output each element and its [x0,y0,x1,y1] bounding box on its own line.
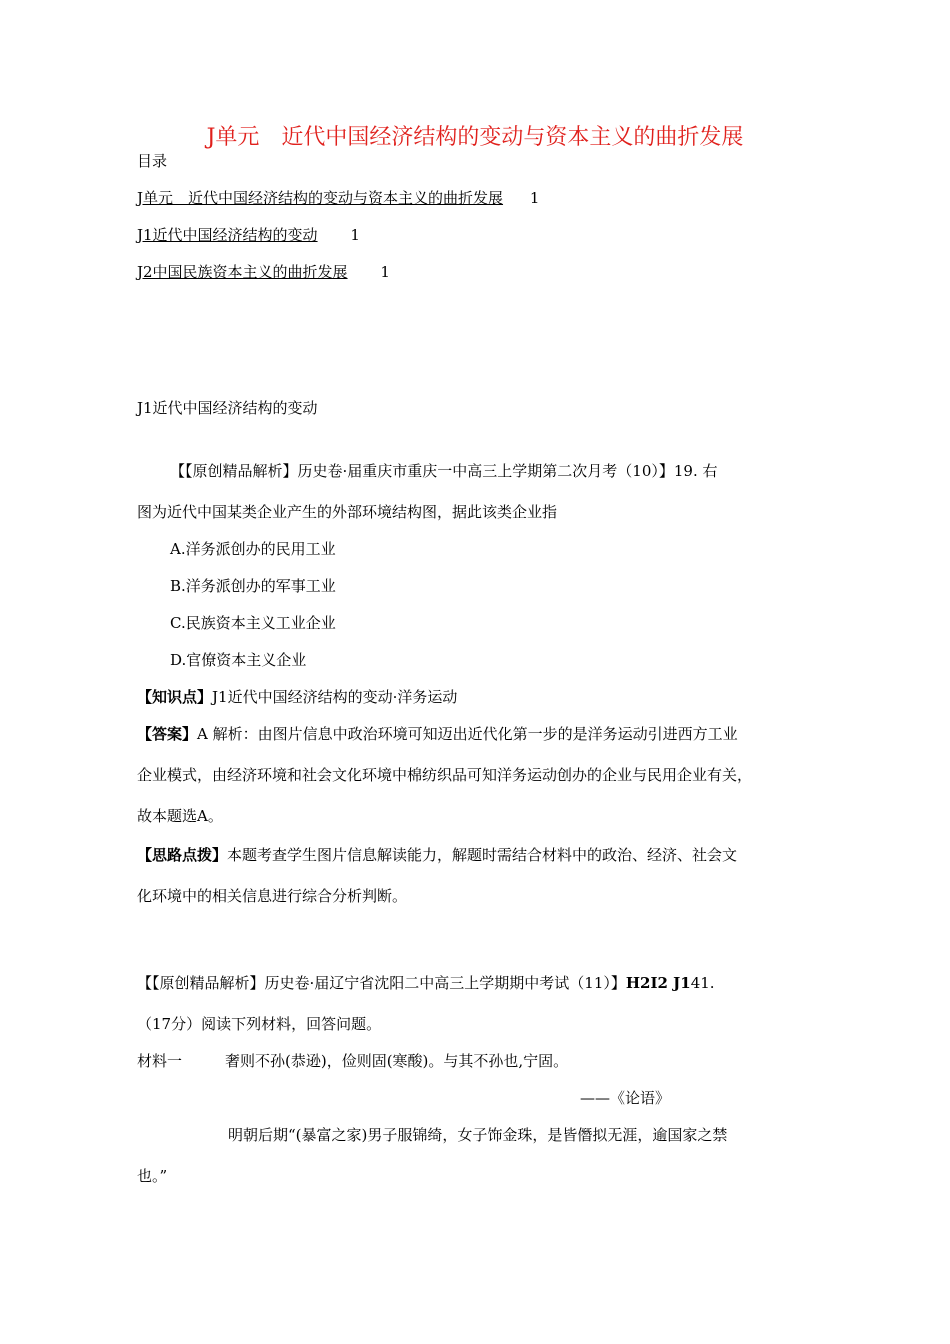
tip-text: 本题考查学生图片信息解读能力，解题时需结合材料中的政治、经济、社会文 [227,846,738,864]
quote-line2: 也。” [137,1167,168,1185]
toc-entry-page: 1 [350,226,360,244]
question2-header-line1 [137,973,715,993]
question2-prefix: 【【原创精品解析】历史卷·届辽宁省沈阳二中高三上学期期中考试（11）】 [137,974,626,992]
answer-text: A 解析：由图片信息中政治环境可知迈出近代化第一步的是洋务运动引进西方工业 [197,725,738,743]
toc-entry-label[interactable]: J1近代中国经济结构的变动 [137,226,318,244]
answer-line3: 故本题选A。 [137,807,223,825]
toc-entry-label[interactable]: J单元 近代中国经济结构的变动与资本主义的曲折发展 [137,189,504,207]
option-a: A.洋务派创办的民用工业 [170,540,336,558]
tip-tag: 【思路点拨】 [137,846,228,864]
section-heading: J1近代中国经济结构的变动 [137,399,318,417]
answer-line2: 企业模式，由经济环境和社会文化环境中棉纺织品可知洋务运动创办的企业与民用企业有关， [137,766,753,784]
knowledge-tag: 【知识点】 [137,688,213,706]
knowledge-text: J1近代中国经济结构的变动·洋务运动 [212,688,458,706]
option-c: C.民族资本主义工业企业 [170,614,336,632]
quote-line1: 明朝后期“(暴富之家)男子服锦绮，女子饰金珠，是皆僭拟无涯，逾国家之禁 [228,1126,728,1144]
material-source: ——《论语》 [580,1089,671,1107]
material-label: 材料一 [137,1052,183,1070]
toc-entry-page: 1 [529,189,540,207]
question2-number: 41. [690,974,715,992]
toc-entry-3[interactable] [137,262,390,282]
question2-header-line2: （17分）阅读下列材料，回答问题。 [137,1015,382,1033]
toc-entry-page: 1 [380,263,390,281]
question2-codes: H2I2 J1 [625,974,691,992]
question-header-line2: 图为近代中国某类企业产生的外部环境结构图，据此该类企业指 [137,503,558,521]
answer-line1 [137,724,738,744]
toc-entry-label[interactable]: J2中国民族资本主义的曲折发展 [137,263,348,281]
toc-entry-1[interactable] [137,188,539,208]
document-title: J单元 近代中国经济结构的变动与资本主义的曲折发展 [206,125,744,150]
option-d: D.官僚资本主义企业 [170,651,307,669]
tip-line1 [137,845,737,865]
answer-tag: 【答案】 [137,725,198,743]
material-text: 奢则不孙(恭逊)，俭则固(寒酸)。与其不孙也,宁固。 [225,1052,569,1070]
knowledge-point [137,687,457,707]
option-b: B.洋务派创办的军事工业 [170,577,336,595]
question-header-line1: 【【原创精品解析】历史卷·届重庆市重庆一中高三上学期第二次月考（10）】19. 右 [170,462,718,480]
tip-line2: 化环境中的相关信息进行综合分析判断。 [137,887,408,905]
toc-entry-2[interactable] [137,225,360,245]
toc-heading: 目录 [137,152,168,170]
